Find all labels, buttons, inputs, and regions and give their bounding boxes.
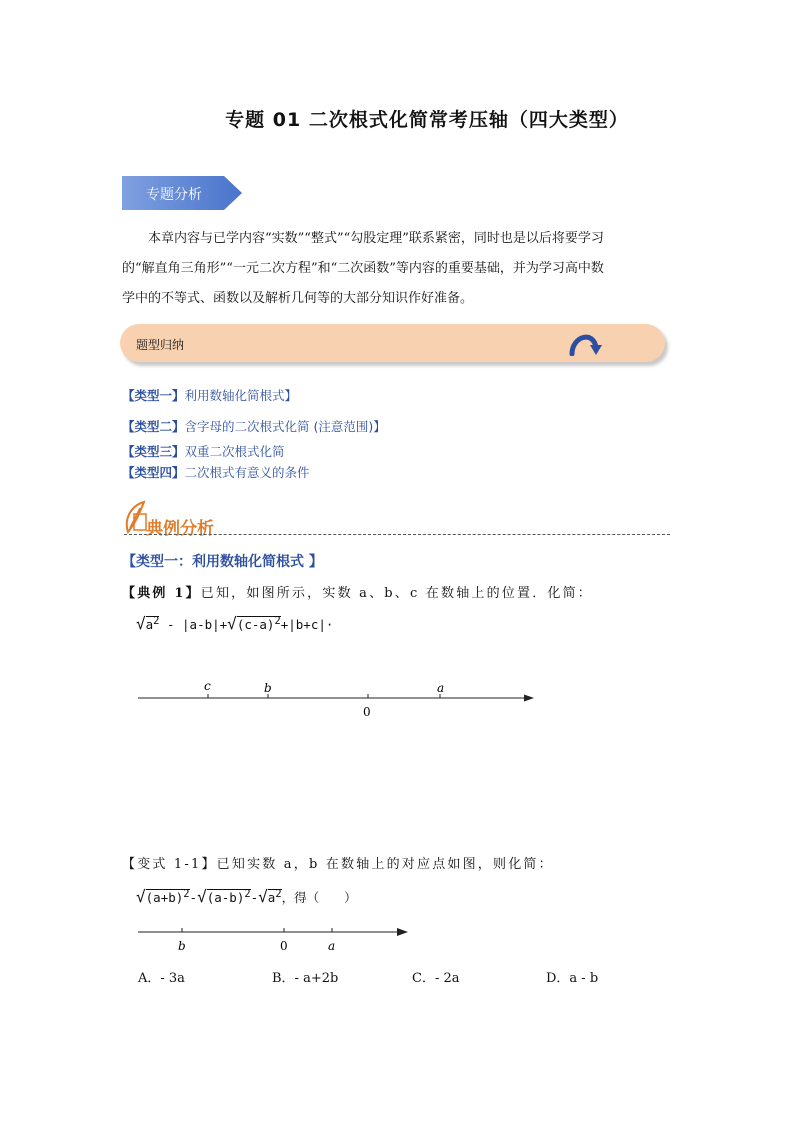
option-a[interactable]: A．- 3a	[138, 971, 185, 986]
expr-power: 2	[274, 614, 281, 627]
category-item-4	[122, 463, 310, 481]
expr-tail: ，得（ ）	[281, 890, 357, 905]
expr-tail: +|b+c|·	[280, 617, 334, 632]
variant-text: 已知实数 a，b 在数轴上的对应点如图，则化简：	[216, 857, 554, 872]
expr-term: (a-b)	[206, 890, 245, 905]
category-tag: 【类型三】	[122, 444, 185, 459]
category-text: 利用数轴化简根式】	[184, 388, 298, 403]
intro-line-1: 本章内容与已学内容“实数”“整式”“勾股定理”联系紧密，同时也是以后将要学习	[148, 231, 604, 246]
expr-term: (a+b)	[145, 890, 184, 905]
option-c[interactable]: C．- 2a	[412, 971, 460, 986]
number-line-2	[136, 922, 416, 958]
example1-text: 已知，如图所示，实数 a、b、c 在数轴上的位置．化简：	[200, 586, 593, 601]
example1-label: 【典例 1】	[122, 586, 201, 601]
intro-line-2: 的“解直角三角形”“一元二次方程”和“二次函数”等内容的重要基础，并为学习高中数	[122, 261, 604, 276]
banner-label: 专题分析	[146, 187, 202, 203]
axis-label-b: b	[178, 939, 186, 953]
axis-label-b: b	[264, 681, 272, 695]
example1-expression: $√a^2 - |a-b|+√(c-a)^2+|b+c|\cdot$	[136, 614, 334, 633]
example1-question	[122, 582, 674, 601]
category-tag: 【类型一】	[122, 388, 185, 403]
quill-icon	[122, 500, 148, 534]
category-text: 双重二次根式化简	[184, 444, 285, 459]
expr-term: a	[145, 617, 154, 632]
curved-arrow-icon	[568, 328, 604, 356]
option-b[interactable]: B．- a+2b	[272, 971, 339, 986]
dashed-divider	[124, 534, 670, 535]
expr-minus: -	[189, 890, 198, 905]
expr-power: 2	[183, 887, 190, 900]
axis-label-zero: 0	[363, 705, 371, 719]
page-title: 专题 01 二次根式化简常考压轴（四大类型）	[225, 109, 629, 131]
expr-minus: -	[250, 890, 259, 905]
expr-power: 2	[275, 887, 282, 900]
intro-line-3: 学中的不等式、函数以及解析几何等的大部分知识作好准备。	[122, 291, 474, 306]
axis-label-c: c	[204, 679, 211, 693]
category-text: 含字母的二次根式化简 (注意范围)】	[184, 419, 386, 434]
variant-label: 【变式 1-1】	[122, 857, 217, 872]
expr-middle: - |a-b|+	[159, 617, 228, 632]
variant-question	[122, 853, 674, 872]
category-tag: 【类型四】	[122, 465, 185, 480]
expr-power: 2	[153, 614, 160, 627]
category-text: 二次根式有意义的条件	[184, 465, 310, 480]
category-tag: 【类型二】	[122, 419, 185, 434]
type1-heading: 【类型一：利用数轴化简根式 】	[122, 554, 323, 570]
summary-label: 题型归纳	[136, 338, 185, 352]
category-item-2	[122, 417, 386, 435]
category-item-1	[122, 386, 297, 404]
expr-power: 2	[244, 887, 251, 900]
axis-label-zero: 0	[280, 939, 288, 953]
category-item-3	[122, 442, 285, 460]
option-d[interactable]: D．a - b	[546, 971, 599, 986]
axis-label-a: a	[328, 939, 336, 953]
expr-term: a	[267, 890, 276, 905]
variant-expression: $√(a+b)^2-√(a-b)^2-√a^2$，得（ ）	[136, 887, 357, 906]
examples-heading: 典例分析	[146, 519, 214, 539]
axis-label-a: a	[437, 681, 445, 695]
expr-term: (c-a)	[236, 617, 275, 632]
number-line-1	[136, 674, 540, 724]
